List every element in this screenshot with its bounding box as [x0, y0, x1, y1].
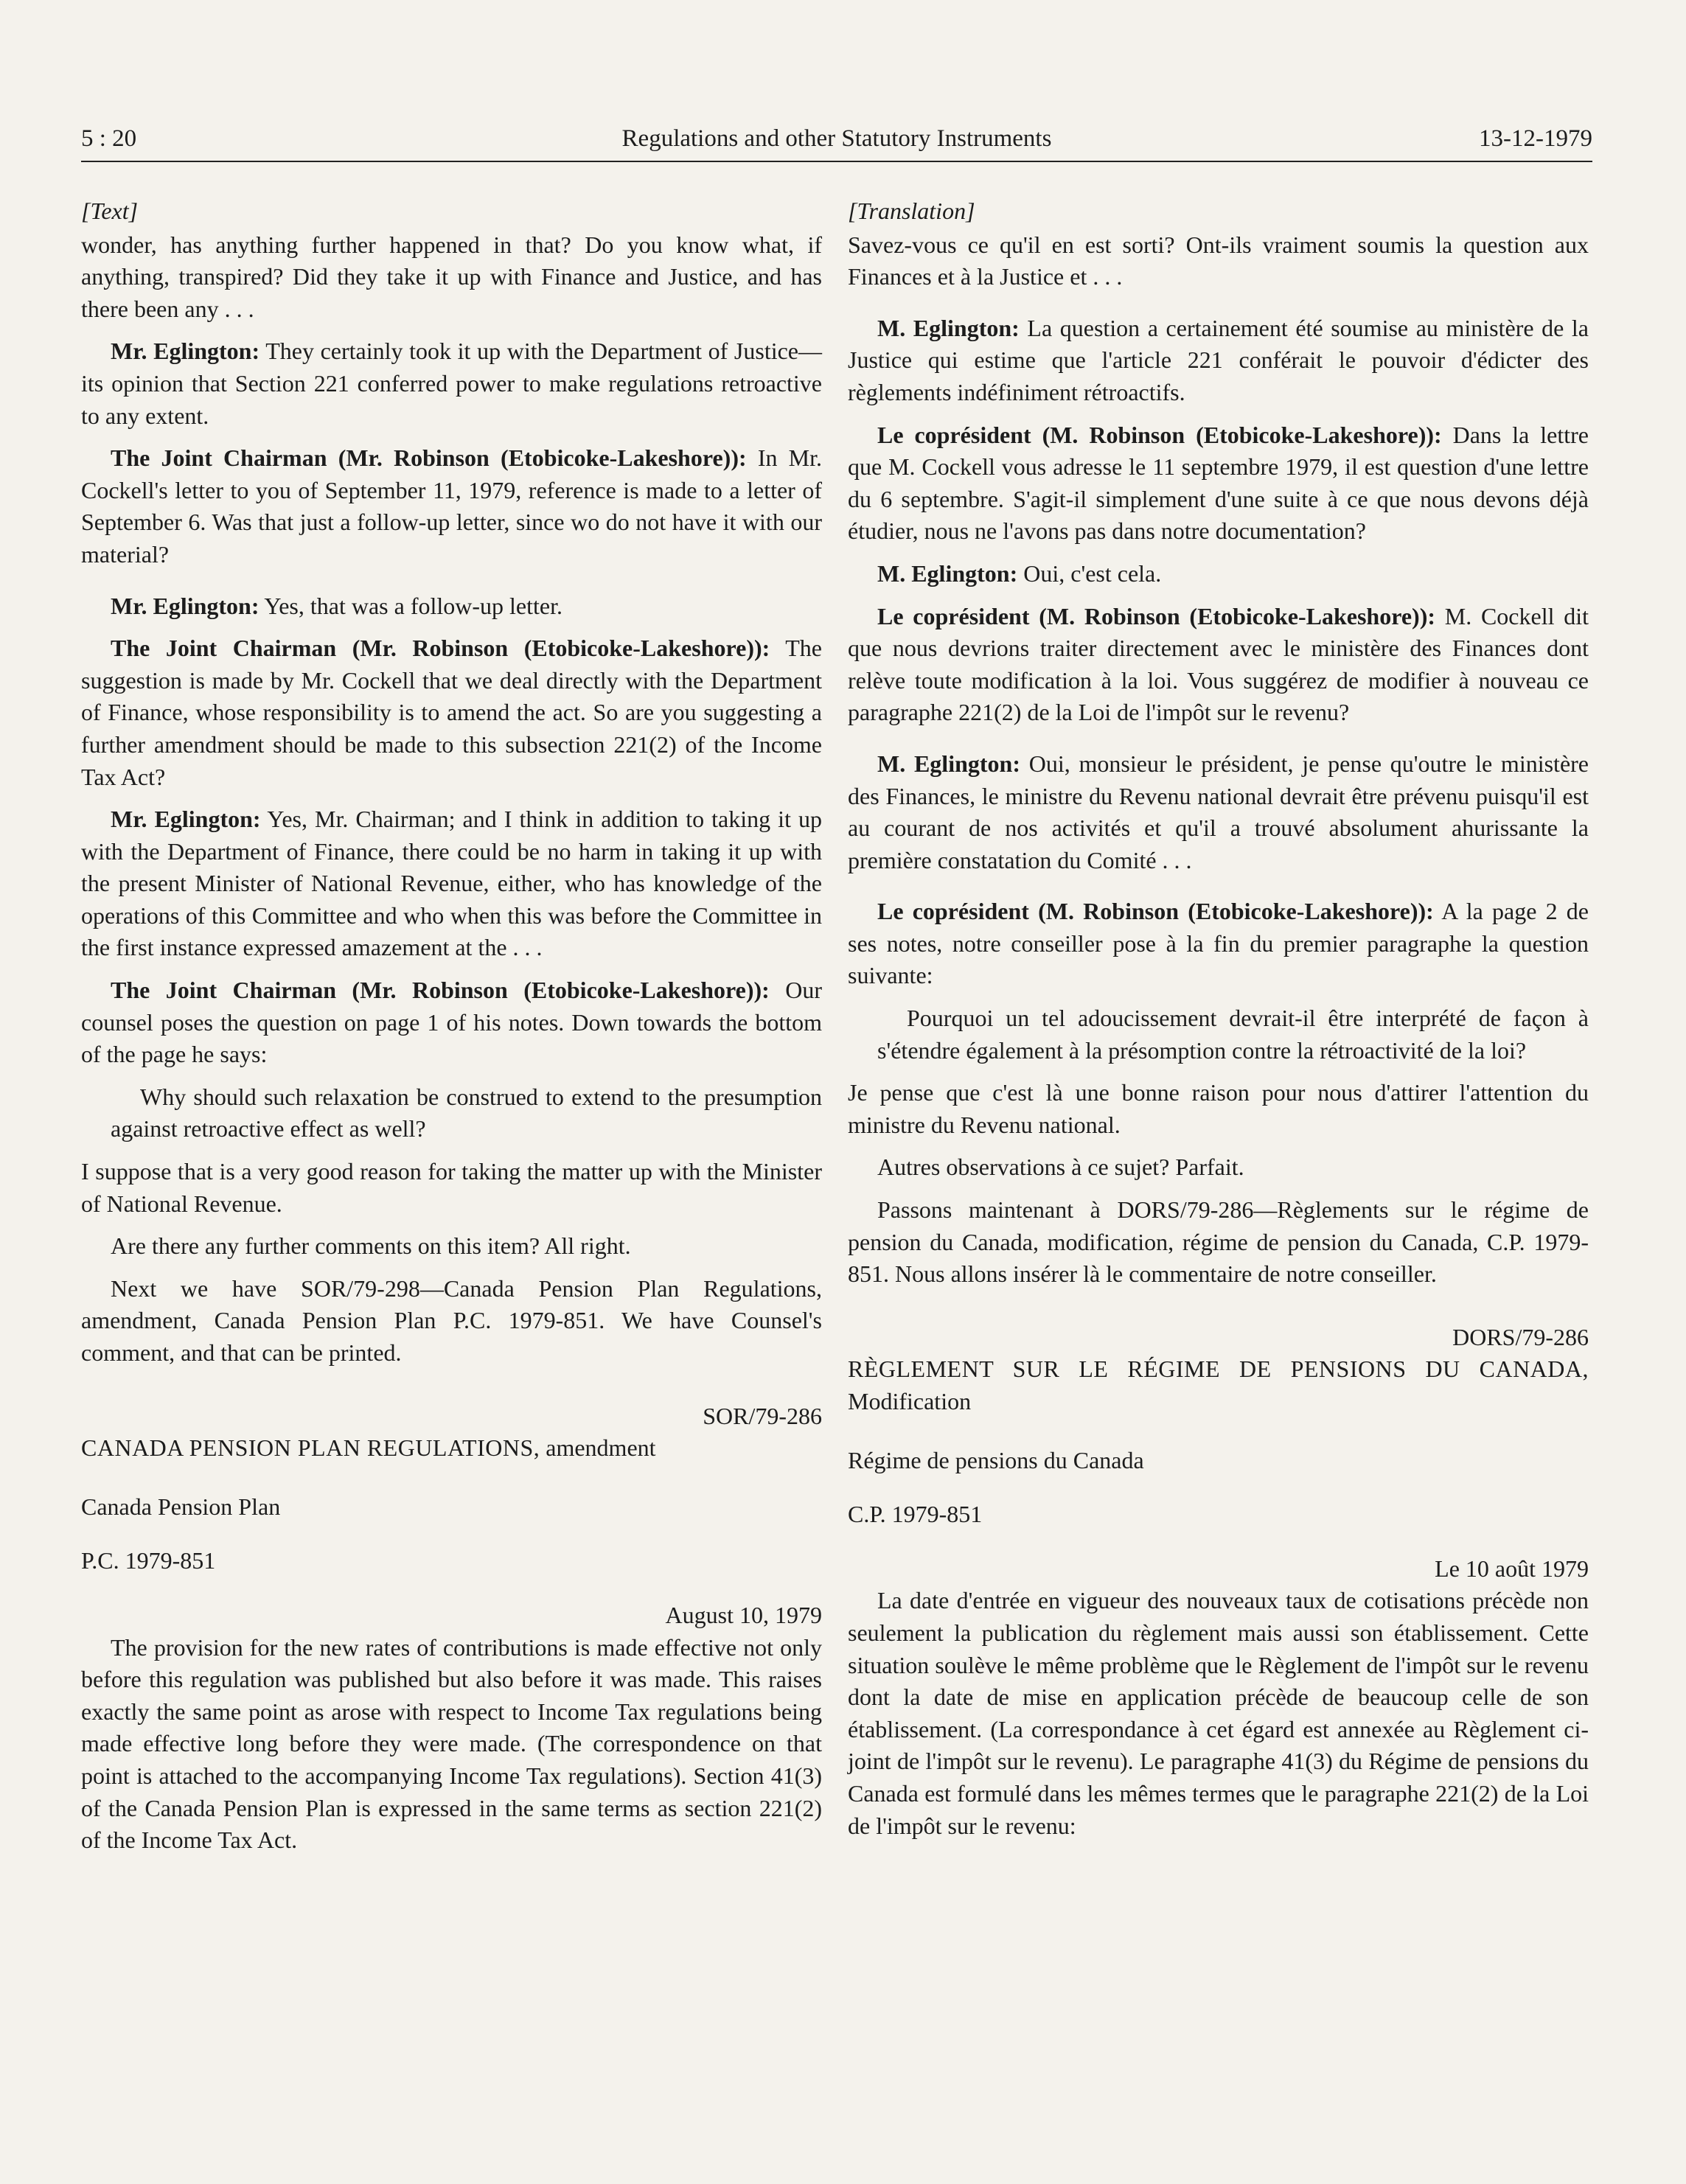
speaker: M. Eglington:: [877, 750, 1020, 777]
paragraph: [81, 335, 822, 432]
header-date: 13-12-1979: [1479, 125, 1592, 152]
page-header: [81, 122, 1592, 162]
speaker: The Joint Chairman (Mr. Robinson (Etobicoke-Lakeshore)):: [111, 977, 770, 1004]
french-column: [848, 195, 1589, 1852]
speech: The suggestion is made by Mr. Cockell that we deal directly with the Department of Finance, whose responsibility is to amend the act. So are you suggesting a further amendment should be made to this subsection 221(2) of the Income Tax Act?: [81, 635, 823, 790]
paragraph: I suppose that is a very good reason for taking the matter up with the Minister of National Revenue.: [81, 1158, 822, 1217]
speech: They certainly took it up with the Department of Justice—its opinion that Section 221 conferred power to make regulations retroactive to any extent.: [81, 338, 823, 429]
speech: Oui, c'est cela.: [1017, 559, 1162, 587]
speaker: Mr. Eglington:: [111, 592, 259, 619]
speech: Our counsel poses the question on page 1 of his notes. Down towards the bottom of the page he says:: [81, 977, 822, 1068]
speech: Oui, monsieur le président, je pense qu'outre le ministère des Finances, le ministre du Revenu national devrait être prévenu puisqu'il est au courant de nos activités et qu'il a trouvé absolument ahurissante la première constatation du Comité . . .: [848, 750, 1589, 873]
paragraph: Are there any further comments on this item? All right.: [111, 1232, 631, 1260]
speaker: Le coprésident (M. Robinson (Etobicoke-Lakeshore)):: [877, 421, 1442, 448]
paragraph: [81, 442, 822, 571]
paragraph: Je pense que c'est là une bonne raison pour nous d'attirer l'attention du ministre du Revenu national.: [848, 1079, 1589, 1138]
regulation-reference: SOR/79-286: [703, 1402, 822, 1429]
text-tag: [Text]: [81, 198, 139, 224]
paragraph: [81, 803, 822, 964]
speaker: Le coprésident (M. Robinson (Etobicoke-Lakeshore)):: [877, 898, 1434, 925]
speech: Dans la lettre que M. Cockell vous adresse le 11 septembre 1979, il est question d'une lettre du 6 septembre. S'agit-il simplement d'une suite à ce que nous devons déjà étudier, nous ne l'avons pas dans notre documentation?: [848, 421, 1589, 545]
paragraph: Passons maintenant à DORS/79-286—Règlements sur le régime de pension du Canada, modification, régime de pension du Canada, C.P. 1979-851. Nous allons insérer là le commentaire de notre conseiller.: [848, 1196, 1589, 1288]
paragraph: [848, 601, 1589, 729]
act-name: Régime de pensions du Canada: [848, 1446, 1144, 1473]
paragraph: Next we have SOR/79-298—Canada Pension Plan Regulations, amendment, Canada Pension Plan P.C. 1979-851. We have Counsel's comment, and that can be printed.: [81, 1274, 822, 1366]
translation-tag: [Translation]: [848, 198, 975, 224]
paragraph: [848, 313, 1589, 409]
speaker: M. Eglington:: [877, 314, 1020, 341]
speech: M. Cockell dit que nous devrions traiter directement avec le ministère des Finances dont relève toute modification à la loi. Vous suggérez de modifier à nouveau ce paragraphe 221(2) de la Loi de l'impôt sur le revenu?: [848, 602, 1589, 726]
order-number: P.C. 1979-851: [81, 1547, 216, 1574]
paragraph: [848, 748, 1589, 876]
paragraph: [848, 896, 1589, 992]
speaker: M. Eglington:: [877, 559, 1018, 587]
regulation-date: Le 10 août 1979: [1435, 1555, 1589, 1582]
speaker: Le coprésident (M. Robinson (Etobicoke-Lakeshore)):: [877, 602, 1436, 629]
speaker: Mr. Eglington:: [111, 806, 261, 833]
paragraph: Autres observations à ce sujet? Parfait.: [877, 1154, 1244, 1181]
running-title: Regulations and other Statutory Instruments: [621, 125, 1052, 152]
page-number: 5 : 20: [81, 125, 137, 152]
paragraph: wonder, has anything further happened in that? Do you know what, if anything, transpired? Did they take it up with Finance and Justice, and has there been any . . .: [81, 231, 822, 322]
speech: La question a certainement été soumise au ministère de la Justice qui estime que l'article 221 conférait le pouvoir d'édicter des règlements indéfiniment rétroactifs.: [848, 314, 1589, 405]
paragraph: [848, 558, 1589, 590]
paragraph: [81, 590, 822, 623]
regulation-date: August 10, 1979: [665, 1601, 822, 1628]
regulation-reference: DORS/79-286: [1452, 1323, 1589, 1350]
paragraph: The provision for the new rates of contributions is made effective not only before this regulation was published but also before it was made. This raises exactly the same point as arose with respect to Income Tax regulations being made effective long before they were made. (The correspondence on that point is attached to the accompanying Income Tax regulations). Section 41(3) of the Canada Pension Plan is expressed in the same terms as section 221(2) of the Income Tax Act.: [81, 1633, 822, 1854]
regulation-title: CANADA PENSION PLAN REGULATIONS, amendment: [81, 1434, 656, 1462]
speech: In Mr. Cockell's letter to you of September 11, 1979, reference is made to a letter of September 6. Was that just a follow-up letter, since wo do not have it with our material?: [81, 444, 823, 568]
speech: Yes, that was a follow-up letter.: [259, 592, 562, 619]
english-column: [81, 195, 822, 1867]
speech: A la page 2 de ses notes, notre conseiller pose à la fin du premier paragraphe la question suivante:: [848, 898, 1589, 989]
speaker: The Joint Chairman (Mr. Robinson (Etobicoke-Lakeshore)):: [111, 444, 747, 472]
paragraph: La date d'entrée en vigueur des nouveaux taux de cotisations précède non seulement la publication du règlement mais aussi son établissement. Cette situation soulève le même problème que le Règlement de l'impôt sur le revenu dont la date de mise en application précède de beaucoup celle de son établissement. (La correspondance à cet égard est annexée au Règlement ci-joint de l'impôt sur le revenu). Le paragraphe 41(3) du Régime de pensions du Canada est formulé dans les mêmes termes que le paragraphe 221(2) de la Loi de l'impôt sur le revenu:: [848, 1587, 1589, 1839]
speaker: Mr. Eglington:: [111, 338, 260, 365]
speech: Yes, Mr. Chairman; and I think in addition to taking it up with the Department of Finance, there could be no harm in taking it up with the present Minister of National Revenue, either, who has knowledge of the operations of this Committee and who when this was before the Committee in the first instance expressed amazement at the . . .: [81, 806, 823, 961]
order-number: C.P. 1979-851: [848, 1501, 983, 1528]
act-name: Canada Pension Plan: [81, 1493, 281, 1520]
paragraph: [848, 419, 1589, 548]
paragraph: [81, 974, 822, 1071]
regulation-title: RÈGLEMENT SUR LE RÉGIME DE PENSIONS DU CANADA, Modification: [848, 1356, 1589, 1414]
block-quote: Pourquoi un tel adoucissement devrait-il être interprété de façon à s'étendre également à la présomption contre la rétroactivité de la loi?: [877, 1005, 1589, 1064]
paragraph: Savez-vous ce qu'il en est sorti? Ont-ils vraiment soumis la question aux Finances et à la Justice et . . .: [848, 231, 1589, 290]
block-quote: Why should such relaxation be construed to extend to the presumption against retroactive effect as well?: [111, 1083, 822, 1142]
speaker: The Joint Chairman (Mr. Robinson (Etobicoke-Lakeshore)):: [111, 635, 770, 662]
paragraph: [81, 632, 822, 793]
